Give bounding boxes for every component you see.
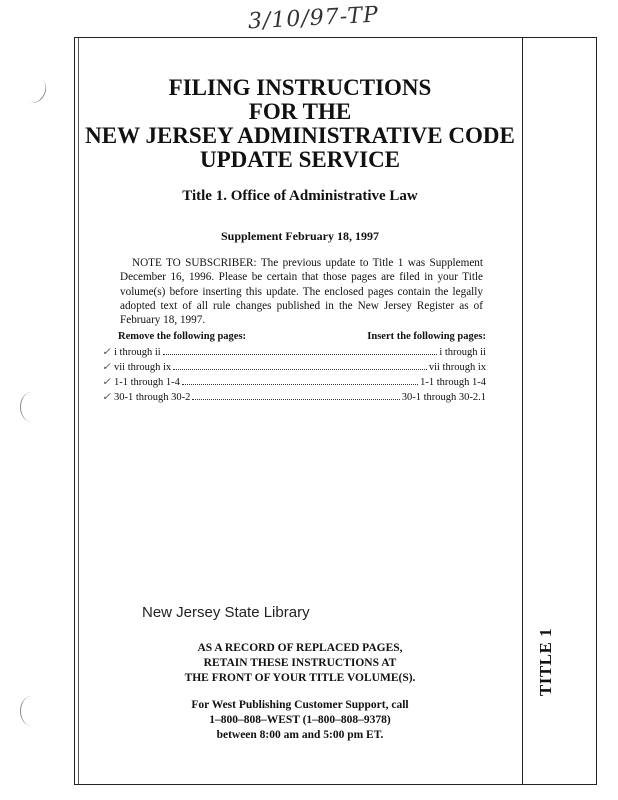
support-line: For West Publishing Customer Support, call (191, 699, 409, 711)
punch-hole-mark (20, 696, 43, 726)
checkmark-icon: ✓ (102, 347, 111, 358)
library-stamp: New Jersey State Library (142, 604, 310, 621)
title-line: UPDATE SERVICE (199, 147, 401, 172)
title-line: NEW JERSEY ADMINISTRATIVE CODE (85, 123, 515, 148)
remove-column-header: Remove the following pages: (118, 331, 247, 342)
checkmark-icon: ✓ (102, 392, 111, 403)
insert-pages: vii through ix (428, 362, 486, 373)
table-row (102, 345, 486, 360)
support-line: between 8:00 am and 5:00 pm ET. (216, 729, 384, 741)
filing-table (102, 345, 486, 405)
customer-support-info (78, 698, 522, 743)
leader-dots (163, 345, 438, 355)
handwritten-date-note: 3/10/97-TP (247, 2, 380, 35)
punch-hole-mark (20, 392, 43, 422)
subscriber-note: NOTE TO SUBSCRIBER: The previous update to Title 1 was Supplement December 16, 1996. Please be certain that those pages are filed in your Title volume(s) before inserting this update. The enclosed pages contain the legally adopted text of all rule changes published in the New Jersey Register as of February 18, 1997. (120, 257, 483, 327)
side-tab-label: TITLE 1 (536, 627, 555, 697)
supplement-date: Supplement February 18, 1997 (220, 229, 379, 243)
record-line: RETAIN THESE INSTRUCTIONS AT (203, 657, 397, 669)
table-row (102, 375, 486, 390)
leader-dots (192, 390, 399, 400)
title-line: FOR THE (248, 99, 352, 124)
title-side-tab (531, 618, 561, 706)
remove-pages: vii through ix (114, 362, 172, 373)
table-row (102, 390, 486, 405)
support-line: 1–800–808–WEST (1–800–808–9378) (209, 714, 391, 726)
checkmark-icon: ✓ (102, 377, 111, 388)
leader-dots (173, 360, 427, 370)
insert-pages: 1-1 through 1-4 (420, 377, 486, 388)
title-line: FILING INSTRUCTIONS (168, 75, 432, 100)
insert-pages: i through ii (439, 347, 486, 358)
insert-column-header: Insert the following pages: (367, 331, 486, 342)
insert-pages: 30-1 through 30-2.1 (401, 392, 486, 403)
side-tab-divider (522, 38, 523, 784)
document-title (78, 76, 522, 172)
punch-hole-mark (19, 74, 50, 107)
record-line: THE FRONT OF YOUR TITLE VOLUME(S). (184, 672, 416, 684)
table-row (102, 360, 486, 375)
checkmark-icon: ✓ (102, 362, 111, 373)
remove-pages: 1-1 through 1-4 (114, 377, 180, 388)
leader-dots (182, 375, 418, 385)
remove-pages: 30-1 through 30-2 (114, 392, 191, 403)
title-subtitle: Title 1. Office of Administrative Law (182, 188, 418, 204)
record-instructions (78, 641, 522, 686)
record-line: AS A RECORD OF REPLACED PAGES, (197, 642, 403, 654)
remove-pages: i through ii (114, 347, 161, 358)
